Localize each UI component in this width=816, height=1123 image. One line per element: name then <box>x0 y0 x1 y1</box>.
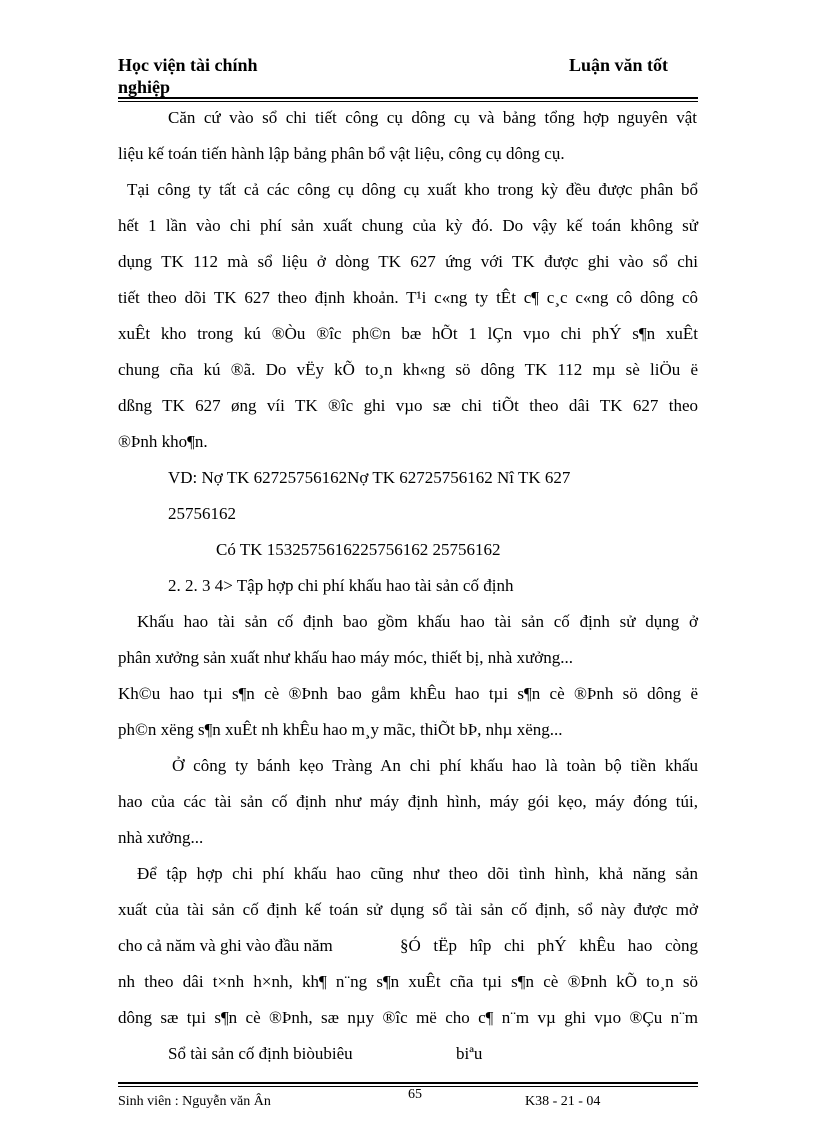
header-thesis: Luận văn tốt <box>569 55 669 75</box>
body-line-8: chung cña kú ®ã. Do vËy kÕ to¸n kh«ng sö dông TK 112 mµ sè liÖu ë <box>118 360 698 379</box>
body-line-27-right: biªu <box>456 1044 483 1063</box>
header-rule-thin <box>118 101 698 102</box>
body-line-9: dßng TK 627 øng víi TK ®îc ghi vµo sæ chi tiÕt theo dâi TK 627 theo <box>118 396 698 415</box>
header-school-line2: nghiệp <box>118 77 171 97</box>
vd-credit-line: Có TK 1532575616225756162 25756162 <box>216 540 501 559</box>
header-rule-thick <box>118 97 698 99</box>
body-line-3: Tại công ty tất cả các công cụ dông cụ xuất kho trong kỳ đều được phân bổ <box>127 180 698 199</box>
body-line-1: Căn cứ vào sổ chi tiết công cụ dông cụ và bảng tổng hợp nguyên vật <box>168 108 697 127</box>
body-line-26: dông sæ tµi s¶n cè ®Þnh, sæ nµy ®îc më cho c¶ n¨m vµ ghi vµo ®Çu n¨m <box>118 1008 698 1027</box>
vd-debit-line: VD: Nợ TK 62725756162Nợ TK 62725756162 Nî TK 627 <box>168 468 571 487</box>
body-line-10: ®Þnh kho¶n. <box>118 432 208 451</box>
body-line-20: hao của các tài sản cố định như máy định hình, máy gói kẹo, máy đóng túi, <box>118 792 698 811</box>
body-line-24-right: §Ó tËp hîp chi phÝ khÊu hao còng <box>400 936 698 955</box>
body-line-17: Kh©u hao tµi s¶n cè ®Þnh bao gåm khÊu hao tµi s¶n cè ®Þnh sö dông ë <box>118 684 698 703</box>
vd-amount-line: 25756162 <box>168 504 236 523</box>
header-school-line1: Học viện tài chính <box>118 55 258 75</box>
body-line-5: dụng TK 112 mà sổ liệu ở dòng TK 627 ứng với TK được ghi vào sổ chi <box>118 252 698 271</box>
body-line-27-left: Sổ tài sản cố định biòubiêu <box>168 1044 353 1063</box>
body-line-2: liệu kế toán tiến hành lập bảng phân bổ vật liệu, công cụ dông cụ. <box>118 144 565 163</box>
footer-rule-thick <box>118 1082 698 1084</box>
body-line-24-left: cho cả năm và ghi vào đầu năm <box>118 936 333 955</box>
body-line-16: phân xưởng sản xuất như khấu hao máy móc, thiết bị, nhà xưởng... <box>118 648 573 667</box>
footer-class: K38 - 21 - 04 <box>525 1094 601 1109</box>
body-line-22: Để tập hợp chi phí khấu hao cũng như theo dõi tình hình, khả năng sản <box>137 864 698 883</box>
page-number: 65 <box>408 1087 422 1102</box>
body-line-15: Khấu hao tài sản cố định bao gồm khấu hao tài sản cố định sử dụng ở <box>137 612 698 631</box>
header-school <box>118 54 348 98</box>
body-line-7: xuÊt kho trong kú ®Òu ®îc ph©n bæ hÕt 1 lÇn vµo chi phÝ s¶n xuÊt <box>118 324 698 343</box>
body-line-18: ph©n xëng s¶n xuÊt nh khÊu hao m¸y mãc, thiÕt bÞ, nhµ xëng... <box>118 720 563 739</box>
body-line-19: Ở công ty bánh kẹo Tràng An chi phí khấu hao là toàn bộ tiền khấu <box>172 756 698 775</box>
body-line-4: hết 1 lần vào chi phí sản xuất chung của kỳ đó. Do vậy kế toán không sử <box>118 216 698 235</box>
body-line-25: nh theo dâi t×nh h×nh, kh¶ n¨ng s¶n xuÊt cña tµi s¶n cè ®Þnh kÕ to¸n sö <box>118 972 698 991</box>
body-line-6: tiết theo dõi TK 627 theo định khoản. T¹i c«ng ty tÊt c¶ c¸c c«ng cô dông cô <box>118 288 698 307</box>
footer-student: Sinh viên : Nguyễn văn Ân <box>118 1094 271 1109</box>
body-line-23: xuất của tài sản cố định kế toán sử dụng sổ tài sản cố định, sổ này được mở <box>118 900 698 919</box>
body-line-21: nhà xưởng... <box>118 828 204 847</box>
section-heading: 2. 2. 3 4> Tập hợp chi phí khấu hao tài sản cố định <box>168 576 514 595</box>
